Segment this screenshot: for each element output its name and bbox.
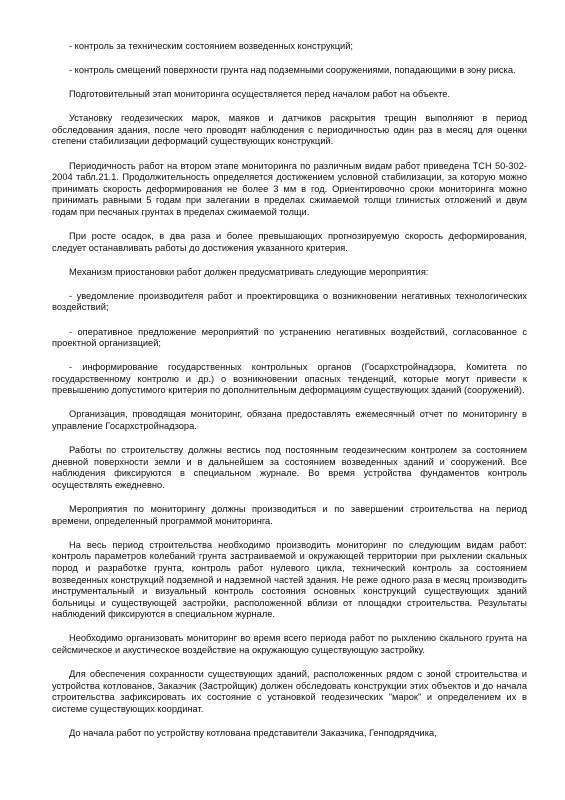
paragraph-17: До начала работ по устройству котлована представители Заказчика, Генподрядчика, — [69, 727, 437, 738]
paragraph-10: - информирование государственных контрольных органов (Госархстройнадзора, Комитета по государственному контролю и др.) о возникновении опасных тенденций, которые могут привести к превышению допустимого критерия по дополнительным деформациям существующих зданий (сооружений). — [52, 362, 527, 396]
paragraph-12: Работы по строительству должны вестись под постоянным геодезическим контролем за состоянием дневной поверхности земли и в дальнейшем за состоянием возведенных зданий и сооружений. Все наблюдения фиксируются в специальном журнале. Во время устройства фундаментов контроль осуществлять ежедневно. — [52, 445, 527, 490]
paragraph-14: На весь период строительства необходимо производить мониторинг по следующим видам работ: контроль параметров колебаний грунта застраиваемой и окружающей территории при рыхлении скальных пород и разработке грунта, контроль работ нулевого цикла, технический контроль за состоянием возведенных конструкций подземной и надземной частей здания. Не реже одного раза в месяц производить инструментальный и визуальный контроль состояния основных конструкций существующих зданий больницы и существующей застройки, расположенной вблизи от площадки строительства. Результаты наблюдений фиксируются в специальном журнале. — [52, 539, 527, 620]
paragraph-11: Организация, проводящая мониторинг, обязана предоставлять ежемесячный отчет по мониторингу в управление Госархстройнадзора. — [52, 409, 527, 432]
paragraph-6: При росте осадок, в два раза и более превышающих прогнозируемую скорость деформирования, следует останавливать работы до достижения указанного критерия. — [52, 231, 527, 253]
paragraph-4: Установку геодезических марок, маяков и датчиков раскрытия трещин выполняют в период обследования здания, после чего проводят наблюдения с периодичностью один раз в месяц для оценки степени стабилизации деформаций существующих конструкций. — [52, 113, 527, 147]
paragraph-16: Для обеспечения сохранности существующих зданий, расположенных рядом с зоной строительства и устройства котлованов, Заказчик (Застройщик) должен обследовать конструкции этих объектов и до начала строительства зафиксировать их состояние с установкой геодезических "марок" и определением их в системе существующих координат. — [52, 669, 527, 714]
paragraph-7: Механизм приостановки работ должен предусматривать следующие мероприятия: — [69, 266, 429, 277]
paragraph-5: Периодичность работ на втором этапе мониторинга по различным видам работ приведена ТСН 50-302-2004 табл.21.1. Продолжительность определяется достижением условной стабилизации, за которую можно принимать скорость деформирования не более 3 мм в год. Ориентировочно сроки мониторинга можно принимать равными 5 годам при залегании в пределах сжимаемой толщи глинистых отложений и двум годам при песчаных грунтах в пределах сжимаемой толщи. — [52, 160, 527, 217]
paragraph-2: - контроль смещений поверхности грунта над подземными сооружениями, попадающими в зону риска. — [69, 65, 516, 76]
paragraph-1: - контроль за техническим состоянием возведенных конструкций; — [69, 41, 354, 51]
paragraph-3: Подготовительный этап мониторинга осуществляется перед началом работ на объекте. — [69, 89, 450, 100]
paragraph-8: - уведомление производителя работ и проектировщика о возникновении негативных технологических воздействий; — [52, 290, 527, 313]
paragraph-9: - оперативное предложение мероприятий по устранению негативных воздействий, согласованное с проектной организацией; — [52, 326, 527, 349]
paragraph-13: Мероприятия по мониторингу должны производиться и по завершении строительства на период времени, определенный программой мониторинга. — [52, 504, 527, 526]
paragraph-15: Необходимо организовать мониторинг во время всего периода работ по рыхлению скального грунта на сейсмическое и акустическое воздействие на окружающую существующую застройку. — [52, 633, 527, 655]
